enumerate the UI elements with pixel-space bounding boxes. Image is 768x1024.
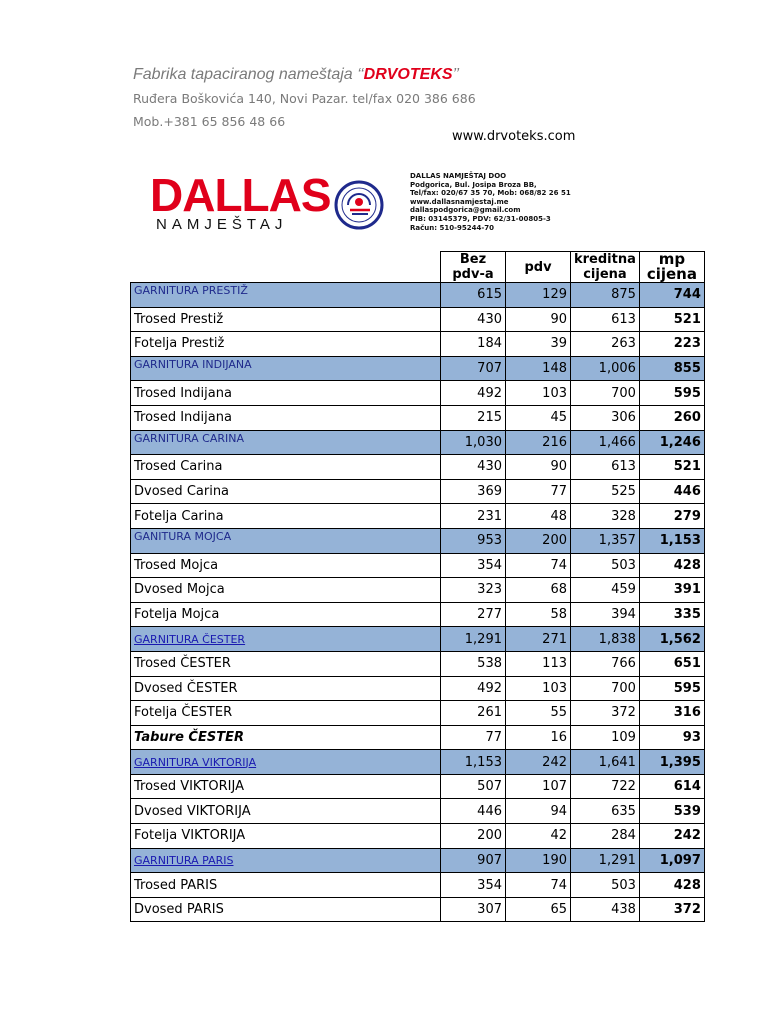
product-name-cell: Fotelja Prestiž (131, 332, 441, 357)
retail-price-cell: 428 (639, 873, 704, 898)
credit-price-cell: 438 (571, 897, 640, 922)
price-without-vat-cell: 307 (441, 897, 506, 922)
price-without-vat-cell: 953 (441, 528, 506, 553)
table-row (131, 897, 705, 922)
vat-cell: 48 (506, 504, 571, 529)
product-name-cell: Trosed Indijana (131, 381, 441, 406)
product-name-cell: Trosed Prestiž (131, 307, 441, 332)
product-name-cell[interactable]: GARNITURA VIKTORIJA (131, 750, 441, 775)
retail-price-cell: 1,395 (639, 750, 704, 775)
price-without-vat-cell: 200 (441, 824, 506, 849)
credit-price-cell: 613 (571, 455, 640, 480)
vat-cell: 103 (506, 381, 571, 406)
header-bez-pdv: Bez pdv-a (441, 252, 506, 283)
table-row (131, 602, 705, 627)
price-without-vat-cell: 507 (441, 774, 506, 799)
retail-price-cell: 521 (639, 455, 704, 480)
credit-price-cell: 1,641 (571, 750, 640, 775)
product-name-cell: Trosed Mojca (131, 553, 441, 578)
credit-price-cell: 700 (571, 676, 640, 701)
table-row (131, 676, 705, 701)
vat-cell: 113 (506, 651, 571, 676)
table-row (131, 799, 705, 824)
retail-price-cell: 279 (639, 504, 704, 529)
table-row (131, 725, 705, 750)
credit-price-cell: 1,006 (571, 356, 640, 381)
product-name-cell: Trosed Indijana (131, 405, 441, 430)
table-row (131, 405, 705, 430)
credit-price-cell: 1,357 (571, 528, 640, 553)
price-without-vat-cell: 323 (441, 578, 506, 603)
retail-price-cell: 521 (639, 307, 704, 332)
vat-cell: 16 (506, 725, 571, 750)
table-group-row (131, 750, 705, 775)
table-group-row (131, 430, 705, 455)
vat-cell: 242 (506, 750, 571, 775)
company-info-block (410, 172, 571, 232)
table-row (131, 332, 705, 357)
retail-price-cell: 372 (639, 897, 704, 922)
company-address: Ruđera Boškovića 140, Novi Pazar. tel/fax 020 386 686 (133, 91, 476, 106)
credit-price-cell: 1,466 (571, 430, 640, 455)
company-info-phone: Tel/fax: 020/67 35 70, Mob: 068/82 26 51 (410, 189, 571, 198)
retail-price-cell: 595 (639, 676, 704, 701)
retail-price-cell: 1,153 (639, 528, 704, 553)
table-group-row (131, 528, 705, 553)
credit-price-cell: 459 (571, 578, 640, 603)
header-kreditna-cijena: kreditna cijena (571, 252, 640, 283)
credit-price-cell: 263 (571, 332, 640, 357)
vat-cell: 90 (506, 307, 571, 332)
vat-cell: 58 (506, 602, 571, 627)
product-name-cell: GANITURA MOJCA (131, 528, 441, 553)
retail-price-cell: 391 (639, 578, 704, 603)
header-empty-cell (131, 252, 441, 283)
table-header-row (131, 252, 705, 283)
company-info-web: www.dallasnamjestaj.me (410, 197, 509, 206)
company-mobile: Mob.+381 65 856 48 66 (133, 114, 286, 129)
product-name-cell[interactable]: GARNITURA PARIS (131, 848, 441, 873)
price-without-vat-cell: 215 (441, 405, 506, 430)
table-row (131, 455, 705, 480)
retail-price-cell: 744 (639, 283, 704, 308)
price-table (130, 251, 705, 922)
product-name-cell: GARNITURA PRESTIŽ (131, 283, 441, 308)
price-without-vat-cell: 277 (441, 602, 506, 627)
credit-price-cell: 766 (571, 651, 640, 676)
vat-cell: 55 (506, 701, 571, 726)
table-row (131, 873, 705, 898)
credit-price-cell: 1,838 (571, 627, 640, 652)
vat-cell: 90 (506, 455, 571, 480)
credit-price-cell: 1,291 (571, 848, 640, 873)
credit-price-cell: 613 (571, 307, 640, 332)
price-without-vat-cell: 184 (441, 332, 506, 357)
price-without-vat-cell: 77 (441, 725, 506, 750)
table-row (131, 651, 705, 676)
headline-suffix: ’’ (452, 66, 460, 83)
table-group-row (131, 356, 705, 381)
vat-cell: 77 (506, 479, 571, 504)
credit-price-cell: 109 (571, 725, 640, 750)
credit-price-cell: 525 (571, 479, 640, 504)
table-row (131, 774, 705, 799)
retail-price-cell: 223 (639, 332, 704, 357)
table-group-row (131, 283, 705, 308)
price-without-vat-cell: 707 (441, 356, 506, 381)
company-info-address: Podgorica, Bul. Josipa Broza BB, (410, 180, 537, 189)
price-without-vat-cell: 446 (441, 799, 506, 824)
quality-seal-icon (334, 180, 384, 230)
table-row (131, 553, 705, 578)
dallas-logo (150, 169, 331, 234)
retail-price-cell: 1,246 (639, 430, 704, 455)
vat-cell: 65 (506, 897, 571, 922)
vat-cell: 148 (506, 356, 571, 381)
vat-cell: 68 (506, 578, 571, 603)
retail-price-cell: 614 (639, 774, 704, 799)
table-row (131, 504, 705, 529)
vat-cell: 200 (506, 528, 571, 553)
company-info-name: DALLAS NAMJEŠTAJ DOO (410, 172, 507, 180)
retail-price-cell: 93 (639, 725, 704, 750)
company-info-email: dallaspodgorica@gmail.com (410, 206, 521, 215)
table-row (131, 824, 705, 849)
credit-price-cell: 328 (571, 504, 640, 529)
table-group-row (131, 848, 705, 873)
product-name-cell: Tabure ČESTER (131, 725, 441, 750)
retail-price-cell: 539 (639, 799, 704, 824)
product-name-cell: Dvosed Carina (131, 479, 441, 504)
price-without-vat-cell: 492 (441, 676, 506, 701)
price-without-vat-cell: 1,153 (441, 750, 506, 775)
vat-cell: 216 (506, 430, 571, 455)
company-headline (133, 66, 459, 84)
table-row (131, 381, 705, 406)
product-name-cell: Dvosed Mojca (131, 578, 441, 603)
product-name-cell: GARNITURA CARINA (131, 430, 441, 455)
product-name-cell: Dvosed ČESTER (131, 676, 441, 701)
credit-price-cell: 503 (571, 873, 640, 898)
credit-price-cell: 875 (571, 283, 640, 308)
product-name-cell: GARNITURA INDIJANA (131, 356, 441, 381)
product-name-cell: Trosed Carina (131, 455, 441, 480)
headline-prefix: Fabrika tapaciranog nameštaja ‘‘ (133, 66, 364, 83)
price-without-vat-cell: 1,291 (441, 627, 506, 652)
header-pdv: pdv (506, 252, 571, 283)
vat-cell: 129 (506, 283, 571, 308)
credit-price-cell: 372 (571, 701, 640, 726)
vat-cell: 271 (506, 627, 571, 652)
retail-price-cell: 335 (639, 602, 704, 627)
vat-cell: 74 (506, 873, 571, 898)
product-name-cell: Trosed ČESTER (131, 651, 441, 676)
retail-price-cell: 1,562 (639, 627, 704, 652)
product-name-cell: Dvosed PARIS (131, 897, 441, 922)
price-without-vat-cell: 354 (441, 873, 506, 898)
retail-price-cell: 855 (639, 356, 704, 381)
table-row (131, 701, 705, 726)
table-row (131, 578, 705, 603)
retail-price-cell: 1,097 (639, 848, 704, 873)
vat-cell: 94 (506, 799, 571, 824)
table-group-row (131, 627, 705, 652)
price-without-vat-cell: 492 (441, 381, 506, 406)
credit-price-cell: 284 (571, 824, 640, 849)
vat-cell: 39 (506, 332, 571, 357)
vat-cell: 74 (506, 553, 571, 578)
retail-price-cell: 428 (639, 553, 704, 578)
product-name-cell: Dvosed VIKTORIJA (131, 799, 441, 824)
product-name-cell: Fotelja ČESTER (131, 701, 441, 726)
company-info-tax: PIB: 03145379, PDV: 62/31-00805-3 (410, 214, 551, 223)
price-without-vat-cell: 369 (441, 479, 506, 504)
price-without-vat-cell: 538 (441, 651, 506, 676)
credit-price-cell: 503 (571, 553, 640, 578)
credit-price-cell: 394 (571, 602, 640, 627)
vat-cell: 42 (506, 824, 571, 849)
credit-price-cell: 700 (571, 381, 640, 406)
logo-word: DALLAS (150, 169, 331, 221)
product-name-cell: Fotelja Mojca (131, 602, 441, 627)
price-without-vat-cell: 907 (441, 848, 506, 873)
table-row (131, 479, 705, 504)
price-without-vat-cell: 430 (441, 455, 506, 480)
header-mp-cijena: mp cijena (639, 252, 704, 283)
retail-price-cell: 446 (639, 479, 704, 504)
credit-price-cell: 722 (571, 774, 640, 799)
company-info-account: Račun: 510-95244-70 (410, 223, 494, 232)
company-website[interactable]: www.drvoteks.com (452, 129, 576, 144)
product-name-cell: Trosed VIKTORIJA (131, 774, 441, 799)
retail-price-cell: 242 (639, 824, 704, 849)
price-without-vat-cell: 1,030 (441, 430, 506, 455)
credit-price-cell: 635 (571, 799, 640, 824)
retail-price-cell: 260 (639, 405, 704, 430)
vat-cell: 107 (506, 774, 571, 799)
product-name-cell: Trosed PARIS (131, 873, 441, 898)
product-name-cell: Fotelja VIKTORIJA (131, 824, 441, 849)
vat-cell: 103 (506, 676, 571, 701)
price-without-vat-cell: 231 (441, 504, 506, 529)
product-name-cell: Fotelja Carina (131, 504, 441, 529)
price-without-vat-cell: 354 (441, 553, 506, 578)
product-name-cell[interactable]: GARNITURA ČESTER (131, 627, 441, 652)
table-row (131, 307, 705, 332)
retail-price-cell: 595 (639, 381, 704, 406)
credit-price-cell: 306 (571, 405, 640, 430)
price-without-vat-cell: 430 (441, 307, 506, 332)
vat-cell: 190 (506, 848, 571, 873)
price-without-vat-cell: 615 (441, 283, 506, 308)
retail-price-cell: 651 (639, 651, 704, 676)
price-without-vat-cell: 261 (441, 701, 506, 726)
logo-subtitle: NAMJEŠTAJ (156, 216, 288, 233)
retail-price-cell: 316 (639, 701, 704, 726)
vat-cell: 45 (506, 405, 571, 430)
headline-brand: DRVOTEKS (363, 66, 453, 83)
